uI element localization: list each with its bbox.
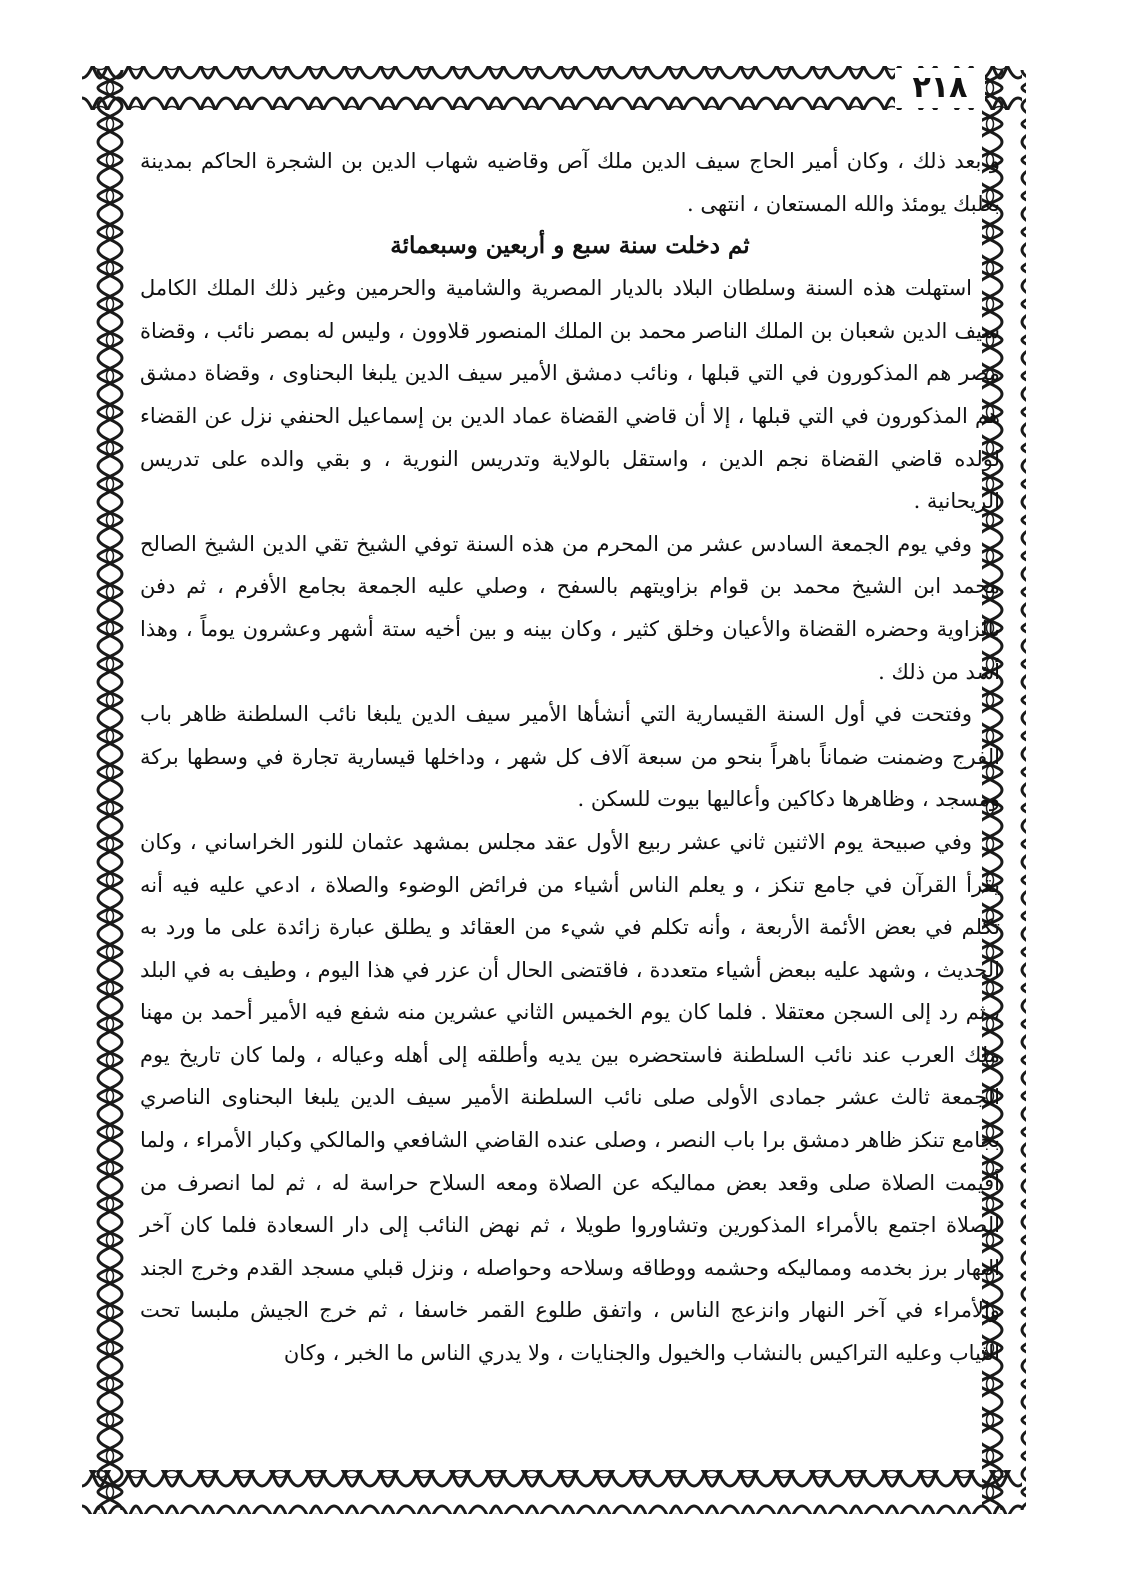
paragraph: وفتحت في أول السنة القيسارية التي أنشأها الأمير سيف الدين يلبغا نائب السلطنة ظاهر باب الفرج وضمنت ضماناً باهراً بنحو من سبعة آلاف كل شهر ، وداخلها قيسارية تجارة في وسطها بركة ومسجد ، وظاهرها دكاكين وأعاليها بيوت للسكن . bbox=[140, 702, 1000, 812]
text-body bbox=[140, 140, 1000, 1480]
border-top bbox=[82, 66, 1022, 110]
section-heading: ثم دخلت سنة سبع و أربعين وسبعمائة bbox=[390, 232, 750, 260]
page-number: ٢١٨ bbox=[895, 68, 985, 108]
paragraph: استهلت هذه السنة وسلطان البلاد بالديار المصرية والشامية والحرمين وغير ذلك الملك الكامل سيف الدين شعبان بن الملك الناصر محمد بن الملك المنصور قلاوون ، وليس له بمصر نائب ، وقضاة مصر هم المذكورون في التي قبلها ، ونائب دمشق الأمير سيف الدين يلبغا البحناوى ، وقضاة دمشق هم المذكورون في التي قبلها ، إلا أن قاضي القضاة عماد الدين بن إسماعيل الحنفي نزل عن القضاء لولده قاضي القضاة نجم الدين ، واستقل بالولاية وتدريس النورية ، و بقي والده على تدريس الريحانية . bbox=[140, 276, 1000, 514]
paragraph: وفي يوم الجمعة السادس عشر من المحرم من هذه السنة توفي الشيخ تقي الدين الشيخ الصالح محمد ابن الشيخ محمد بن قوام بزاويتهم بالسفح ، وصلي عليه الجمعة بجامع الأفرم ، ثم دفن بالزاوية وحضره القضاة والأعيان وخلق كثير ، وكان بينه و بين أخيه ستة أشهر وعشرون يوماً ، وهذا أشد من ذلك . bbox=[140, 531, 1000, 684]
border-left bbox=[80, 70, 124, 1510]
paragraph: و بعد ذلك ، وكان أمير الحاج سيف الدين ملك آص وقاضيه شهاب الدين بن الشجرة الحاكم بمدينة بعلبك يومئذ والله المستعان ، انتهى . bbox=[140, 149, 1000, 216]
paragraph: وفي صبيحة يوم الاثنين ثاني عشر ربيع الأول عقد مجلس بمشهد عثمان للنور الخراساني ، وكان يقرأ القرآن في جامع تنكز ، و يعلم الناس أشياء من فرائض الوضوء والصلاة ، ادعي عليه فيه أنه تكلم في بعض الأئمة الأربعة ، وأنه تكلم في شيء من العقائد و يطلق عبارة زائدة على ما ورد به الحديث ، وشهد عليه ببعض أشياء متعددة ، فاقتضى الحال أن عزر في هذا اليوم ، وطيف به في البلد ، ثم رد إلى السجن معتقلا . فلما كان يوم الخميس الثاني عشرين منه شفع فيه الأمير أحمد بن مهنا ملك العرب عند نائب السلطنة فاستحضره بين يديه وأطلقه إلى أهله وعياله ، ولما كان تاريخ يوم الجمعة ثالث عشر جمادى الأولى صلى نائب السلطنة الأمير سيف الدين يلبغا البحناوى الناصري بجامع تنكز ظاهر دمشق برا باب النصر ، وصلى عنده القاضي الشافعي والمالكي وكبار الأمراء ، ولما أقيمت الصلاة صلى وقعد بعض مماليكه عن الصلاة ومعه السلاح حراسة له ، ثم لما انصرف من الصلاة اجتمع بالأمراء المذكورين وتشاوروا طويلا ، ثم نهض النائب إلى دار السعادة فلما كان آخر النهار برز بخدمه ومماليكه وحشمه ووطاقه وسلاحه وحواصله ، ونزل قبلي مسجد القدم وخرج الجند والأمراء في آخر النهار وانزعج الناس ، واتفق طلوع القمر خاسفا ، ثم خرج الجيش ملبسا تحت الثياب وعليه التراكيس بالنشاب والخيول والجنايات ، ولا يدري الناس ما الخبر ، وكان bbox=[140, 829, 1000, 1366]
